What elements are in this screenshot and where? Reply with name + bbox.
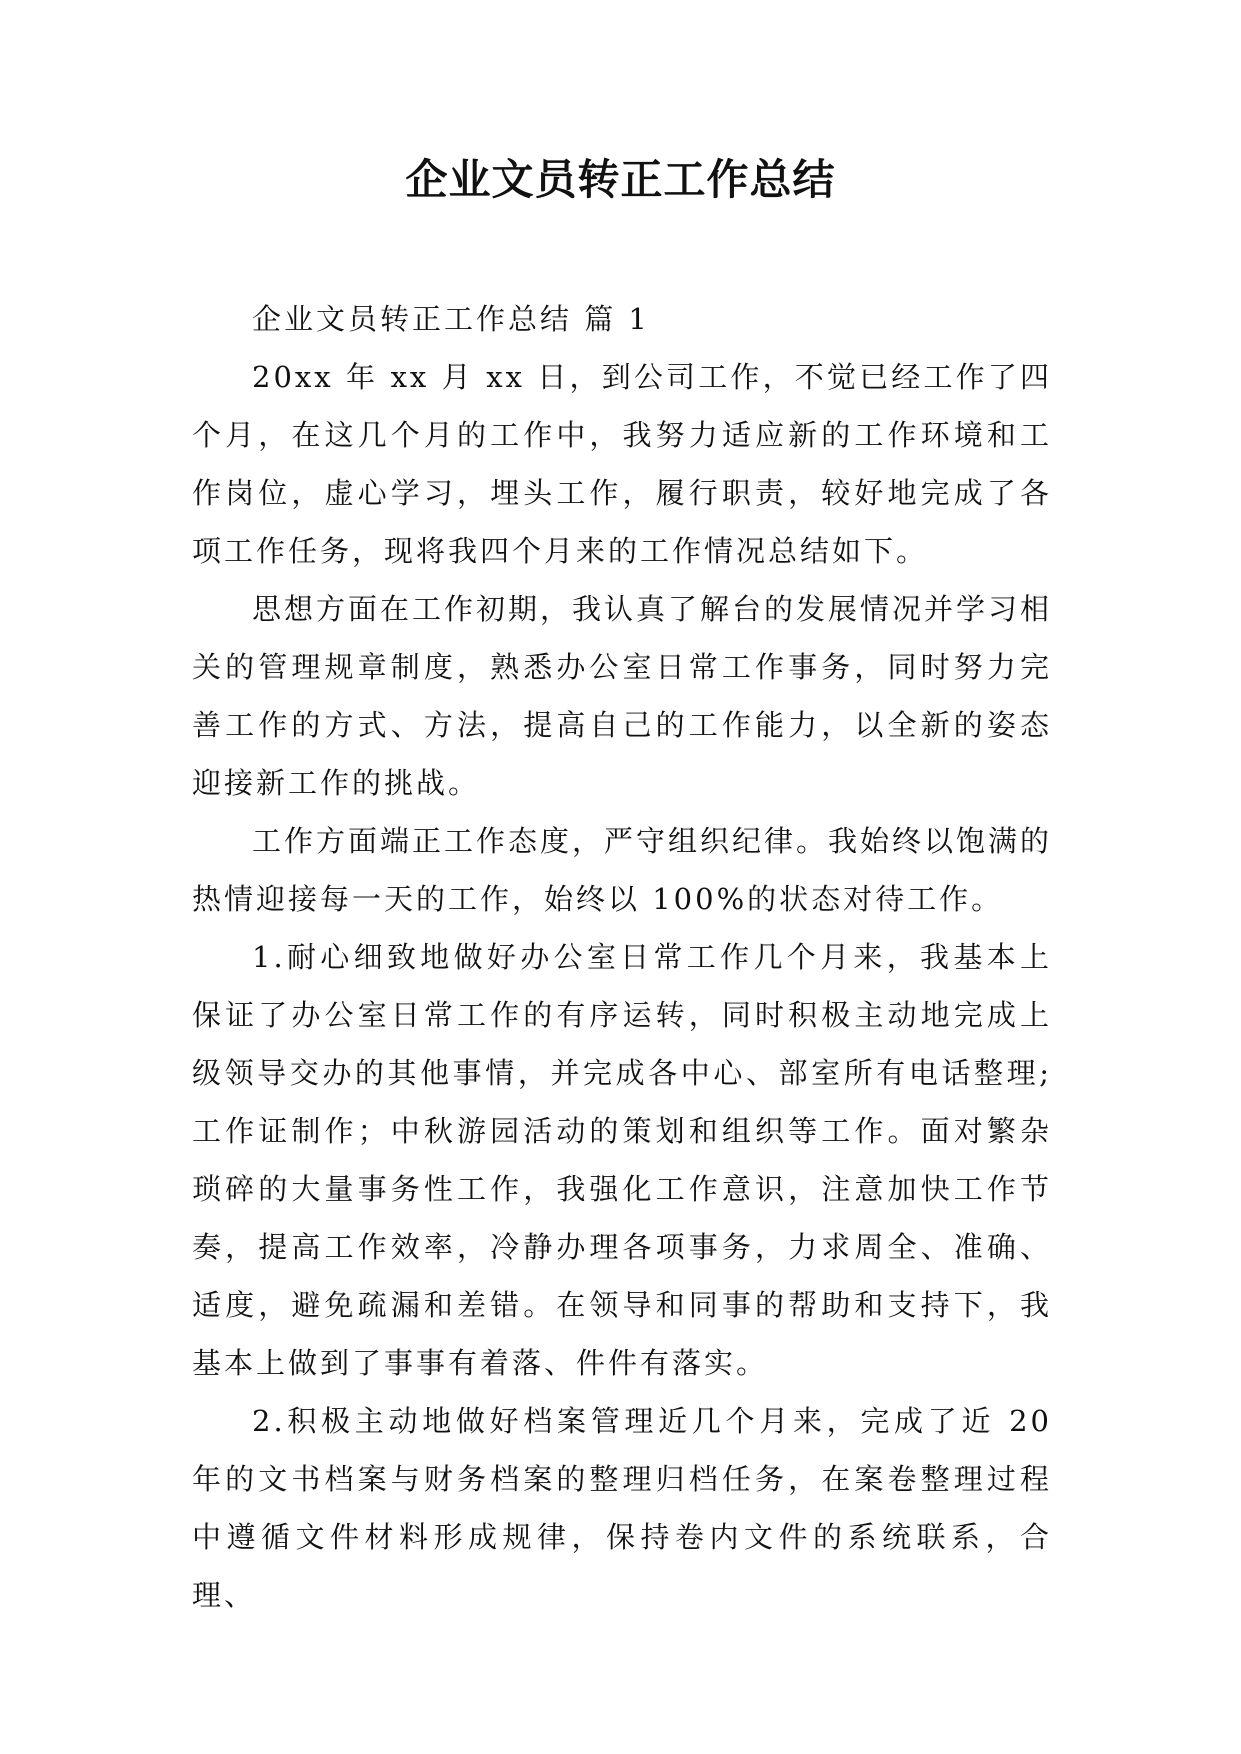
document-title: 企业文员转正工作总结 (405, 155, 836, 204)
paragraph-item-1: 1.耐心细致地做好办公室日常工作几个月来，我基本上保证了办公室日常工作的有序运转，同时积极主动地完成上级领导交办的其他事情，并完成各中心、部室所有电话整理;工作证制作；中秋游园活动的策划和组织等工作。面对繁杂琐碎的大量事务性工作，我强化工作意识，注意加快工作节奏，提高工作效率，冷静办理各项事务，力求周全、准确、适度，避免疏漏和差错。在领导和同事的帮助和支持下，我基本上做到了事事有着落、件件有落实。 (192, 940, 1052, 1380)
section-heading: 企业文员转正工作总结 篇 1 (252, 302, 650, 336)
paragraph-item-2: 2.积极主动地做好档案管理近几个月来，完成了近 20 年的文书档案与财务档案的整理归档任务，在案卷整理过程中遵循文件材料形成规律，保持卷内文件的系统联系，合理、 (192, 1404, 1052, 1612)
paragraph-intro: 20xx 年 xx 月 xx 日，到公司工作，不觉已经工作了四个月，在这几个月的工作中，我努力适应新的工作环境和工作岗位，虚心学习，埋头工作，履行职责，较好地完成了各项工作任务，现将我四个月来的工作情况总结如下。 (192, 360, 1052, 568)
document-body (192, 290, 1052, 1624)
paragraph-thinking: 思想方面在工作初期，我认真了解台的发展情况并学习相关的管理规章制度，熟悉办公室日常工作事务，同时努力完善工作的方式、方法，提高自己的工作能力，以全新的姿态迎接新工作的挑战。 (192, 592, 1053, 800)
paragraph-work-attitude: 工作方面端正工作态度，严守组织纪律。我始终以饱满的热情迎接每一天的工作，始终以 100%的状态对待工作。 (192, 824, 1053, 916)
